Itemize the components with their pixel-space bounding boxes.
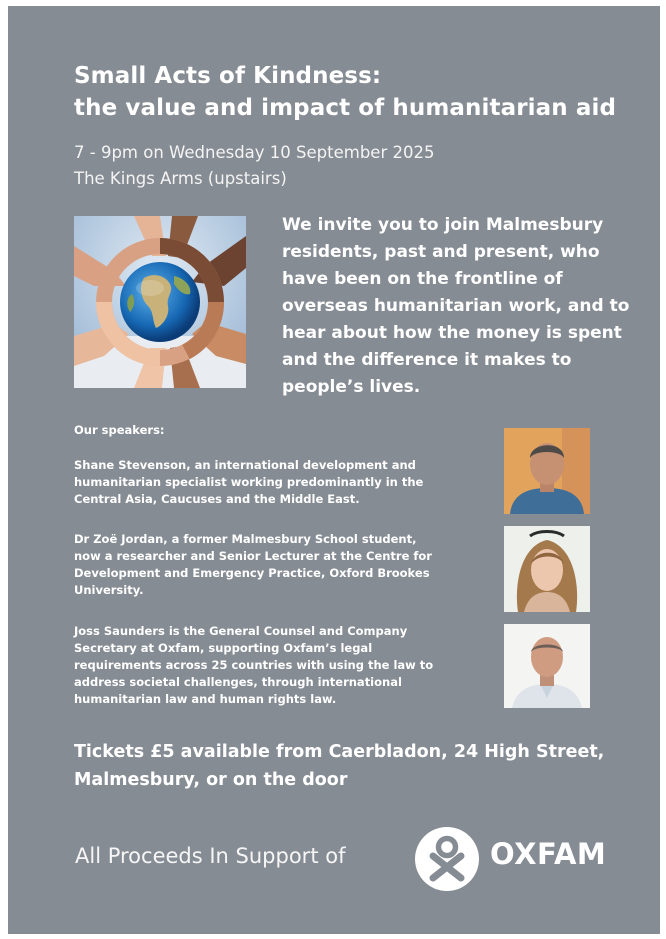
invite-line: residents, past and present, who [282, 242, 600, 262]
tickets-line-1: Tickets £5 available from Caerbladon, 24 High Street, [74, 742, 605, 762]
invite-line: have been on the frontline of [282, 269, 563, 289]
bio-line: requirements across 25 countries with using the law to [74, 658, 434, 672]
oxfam-logo [414, 826, 480, 892]
speakers-heading: Our speakers: [74, 423, 165, 437]
bio-line: Shane Stevenson, an international development and [74, 458, 416, 472]
invite-line: and the difference it makes to [282, 350, 572, 370]
invite-line: people’s lives. [282, 377, 421, 397]
event-details [74, 140, 434, 192]
event-venue: The Kings Arms (upstairs) [74, 169, 287, 188]
hands-around-globe-photo [74, 216, 246, 388]
speaker-bio-shane-stevenson [74, 457, 474, 508]
speaker-portrait-joss-saunders [504, 624, 590, 708]
bio-line: Joss Saunders is the General Counsel and Company [74, 624, 408, 638]
bio-line: humanitarian law and human rights law. [74, 692, 337, 706]
invite-line: We invite you to join Malmesbury [282, 215, 604, 235]
bio-line: humanitarian specialist working predominantly in the [74, 475, 424, 489]
proceeds-statement: All Proceeds In Support of [75, 844, 346, 868]
speaker-bio-zoe-jordan [74, 531, 474, 599]
bio-line: now a researcher and Senior Lecturer at the Centre for [74, 549, 432, 563]
invitation-text [282, 212, 642, 401]
speaker-portrait-zoe-jordan [504, 526, 590, 612]
bio-line: Development and Emergency Practice, Oxford Brookes [74, 566, 430, 580]
title-line-2: the value and impact of humanitarian aid [74, 95, 617, 121]
event-time: 7 - 9pm on Wednesday 10 September 2025 [74, 143, 435, 162]
bio-line: Dr Zoë Jordan, a former Malmesbury School student, [74, 532, 417, 546]
event-poster [8, 6, 660, 934]
oxfam-wordmark: OXFAM [490, 837, 607, 871]
bio-line: University. [74, 583, 144, 597]
tickets-line-2: Malmesbury, or on the door [74, 770, 348, 790]
tickets-info [74, 738, 604, 794]
title-line-1: Small Acts of Kindness: [74, 63, 382, 89]
invite-line: overseas humanitarian work, and to [282, 296, 630, 316]
bio-line: Secretary at Oxfam, supporting Oxfam’s legal [74, 641, 373, 655]
invite-line: hear about how the money is spent [282, 323, 622, 343]
event-title [74, 60, 616, 124]
speaker-portrait-shane-stevenson [504, 428, 590, 514]
bio-line: Central Asia, Caucuses and the Middle East. [74, 492, 360, 506]
speaker-bio-joss-saunders [74, 623, 474, 708]
bio-line: address societal challenges, through international [74, 675, 402, 689]
